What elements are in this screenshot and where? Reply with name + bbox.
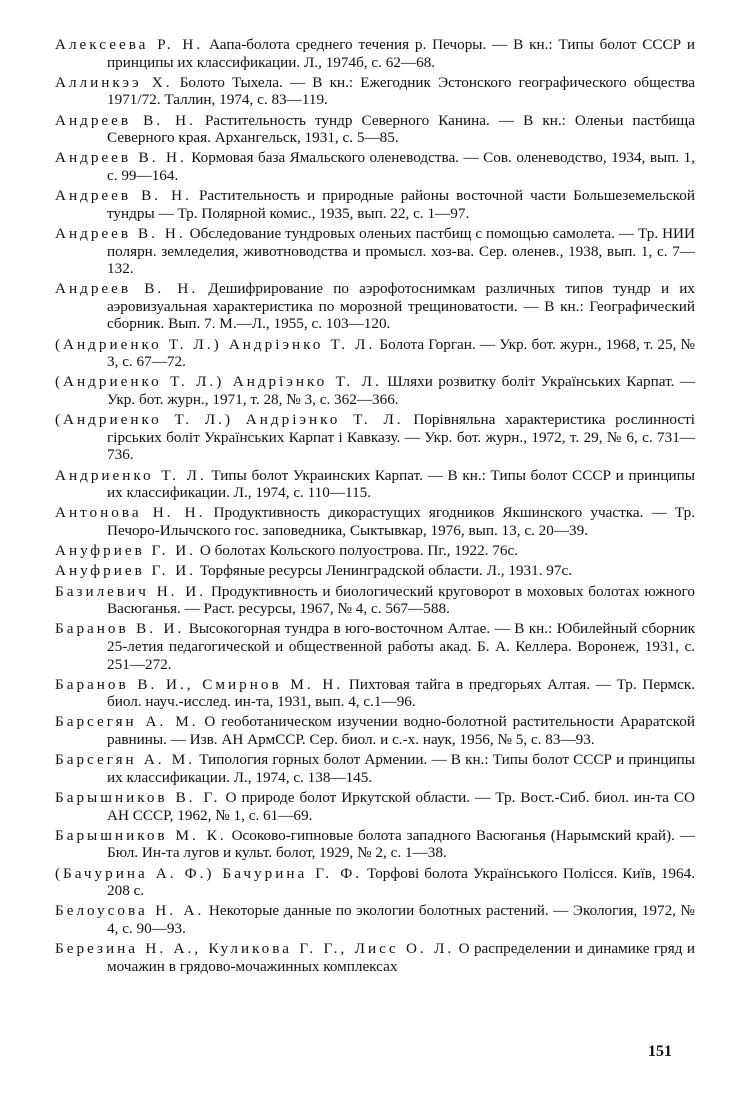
entry-text: Аапа-болота среднего течения р. Печоры. — В кн.: Типы болот СССР и принципы их классификации. Л., 1974б, с. 62—68.	[107, 36, 695, 71]
entry-author: Антонова Н. Н.	[55, 504, 206, 522]
entry-text: Типология горных болот Армении. — В кн.: Типы болот СССР и принципы их классификации. Л., 1974, с. 138—145.	[107, 751, 695, 786]
bibliography-entry	[55, 112, 695, 147]
entry-text: Кормовая база Ямальского оленеводства. — Сов. оленеводство, 1934, вып. 1, с. 99—164.	[107, 149, 696, 184]
entry-author: Белоусова Н. А.	[55, 902, 205, 920]
bibliography-entry	[55, 373, 695, 408]
entry-author: Андреев В. Н.	[55, 149, 187, 167]
entry-author: Баранов В. И.	[55, 620, 185, 638]
entry-text: О болотах Кольского полуострова. Пг., 1922. 76с.	[199, 542, 518, 560]
bibliography-entry	[55, 36, 695, 71]
entry-author: Андреев В. Н.	[55, 224, 186, 242]
entry-text: О геоботаническом изучении водно-болотной растительности Араратской равнины. — Изв. АН АрмССР. Сер. биол. и с.-х. наук, 1956, № 5, с. 83—93.	[107, 713, 695, 749]
bibliography-entry	[55, 713, 695, 748]
bibliography-entry	[55, 940, 695, 975]
entry-author: Базилевич Н. И.	[55, 582, 207, 600]
entry-text: Высокогорная тундра в юго-восточном Алтае. — В кн.: Юбилейный сборник 25-летия педагогической и общественной работы акад. Б. А. Келлера. Воронеж, 1931, с. 251—272.	[107, 620, 696, 673]
bibliography-entry	[55, 583, 695, 618]
bibliography-entry	[55, 827, 695, 862]
entry-text: Порівняльна характеристика рослинності гірських боліт Українських Карпат і Кавказу. — Укр. бот. журн., 1972, т. 29, № 6, с. 731—736.	[107, 411, 696, 464]
entry-text: Растительность тундр Северного Канина. — В кн.: Оленьи пастбища Северного края. Архангельск, 1931, с. 5—85.	[107, 111, 695, 147]
bibliography-entry	[55, 620, 695, 673]
entry-text: Растительность и природные районы восточной части Большеземельской тундры — Тр. Полярной комис., 1935, вып. 22, с. 1—97.	[107, 187, 696, 222]
bibliography-entry	[55, 467, 695, 502]
bibliography-entry	[55, 74, 695, 109]
bibliography-entry	[55, 542, 695, 560]
entry-author: Ануфриев Г. И.	[55, 542, 197, 560]
entry-text: Дешифрирование по аэрофотоснимкам различных типов тундр и их аэровизуальная характеристика по морозной трещиноватости. — В кн.: Географический сборник. Вып. 7. М.—Л., 1955, с. 103—120.	[107, 280, 696, 333]
entry-author: Андриенко Т. Л.	[55, 466, 207, 484]
entry-author: Березина Н. А., Куликова Г. Г., Лисс О. Л.	[55, 940, 455, 958]
entry-author: Андреев В. Н.	[55, 111, 196, 129]
entry-text: Торфяные ресурсы Ленинградской области. Л., 1931. 97с.	[199, 562, 573, 580]
entry-author: Алексеева Р. Н.	[55, 36, 204, 53]
entry-author: (Бачурина А. Ф.) Бачурина Г. Ф.	[55, 864, 362, 882]
bibliography-entry	[55, 336, 695, 371]
bibliography-entry	[55, 149, 695, 184]
bibliography-entry	[55, 187, 695, 222]
entry-text: Шляхи розвитку боліт Українських Карпат. — Укр. бот. журн., 1971, т. 28, № 3, с. 362—366.	[107, 373, 695, 409]
entry-author: Аллинкээ Х.	[55, 73, 173, 91]
entry-author: Ануфриев Г. И.	[55, 562, 197, 580]
entry-text: Пихтовая тайга в предгорьях Алтая. — Тр. Пермск. биол. науч.-исслед. ин-та, 1931, вып. 4, с.1—96.	[107, 675, 695, 711]
entry-author: Баранов В. И., Смирнов М. Н.	[55, 675, 344, 693]
bibliography-entry	[55, 504, 695, 539]
bibliography-entry	[55, 751, 695, 786]
entry-text: Болота Горган. — Укр. бот. журн., 1968, т. 25, № 3, с. 67—72.	[107, 335, 696, 371]
bibliography-list	[55, 36, 695, 978]
entry-author: Андреев В. Н.	[55, 280, 199, 298]
bibliography-entry	[55, 225, 695, 278]
bibliography-entry	[55, 676, 695, 711]
bibliography-entry	[55, 280, 695, 333]
entry-author: Андреев В. Н.	[55, 187, 192, 205]
entry-author: Барсегян А. М.	[55, 751, 196, 769]
entry-author: (Андриенко Т. Л.) Андрiэнко Т. Л.	[55, 335, 376, 353]
entry-text: Болото Тыхела. — В кн.: Ежегодник Эстонского географического общества 1971/72. Таллин, 1974, с. 83—119.	[107, 73, 695, 109]
bibliography-entry	[55, 865, 695, 900]
entry-text: Некоторые данные по экологии болотных растений. — Экология, 1972, № 4, с. 90—93.	[107, 902, 696, 937]
entry-text: Типы болот Украинских Карпат. — В кн.: Типы болот СССР и принципы их классификации. Л., 1974, с. 110—115.	[107, 466, 696, 502]
entry-author: (Андриенко Т. Л.) Андрiэнко Т. Л.	[55, 411, 404, 429]
entry-author: Барышников М. К.	[55, 826, 227, 844]
bibliography-entry	[55, 902, 695, 937]
entry-text: Осоково-гипновые болота западного Васюганья (Нарымский край). — Бюл. Ин-та лугов и культ. болот, 1929, № 2, с. 1—38.	[107, 826, 696, 862]
entry-text: О распределении и динамике гряд и мочажин в грядово-мочажинных комплексах	[107, 940, 695, 975]
entry-text: Продуктивность и биологический круговорот в моховых болотах южного Васюганья. — Раст. ресурсы, 1967, № 4, с. 567—588.	[107, 582, 695, 618]
entry-author: Барышников В. Г.	[55, 789, 221, 807]
bibliography-entry	[55, 789, 695, 824]
bibliography-entry	[55, 411, 695, 464]
entry-author: (Андриенко Т. Л.) Андрiэнко Т. Л.	[55, 373, 382, 391]
entry-text: Продуктивность дикорастущих ягодников Якшинского участка. — Тр. Печоро-Илычского гос. заповедника, Сыктывкар, 1976, вып. 13, с. 20—39.	[107, 504, 695, 539]
entry-author: Барсегян А. М.	[55, 713, 199, 731]
bibliography-entry	[55, 562, 695, 580]
entry-text: Обследование тундровых оленьих пастбищ с помощью самолета. — Тр. НИИ полярн. земледелия, животноводства и промысл. хоз-ва. Сер. оленев., 1938, вып. 1, с. 7—132.	[107, 224, 695, 278]
entry-text: О природе болот Иркутской области. — Тр. Вост.-Сиб. биол. ин-та СО АН СССР, 1962, № 1, с. 61—69.	[107, 789, 696, 824]
page-number: 151	[648, 1043, 672, 1060]
entry-text: Торфові болота Українського Полісся. Київ, 1964. 208 с.	[107, 864, 696, 900]
